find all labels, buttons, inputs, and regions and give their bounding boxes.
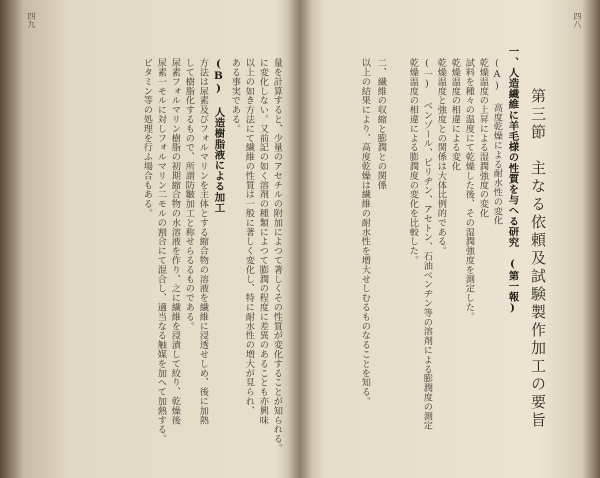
right-line-1: 一、人造繊維に羊毛様の性質を与へる研究 (第一報) [506,46,519,315]
right-line-5: 乾燥温度の相違による変化 [449,58,461,171]
left-page-number: 四九 [27,12,36,28]
left-line-6: 方法は尿素及びフォルマリンを主体とする縮合物の溶液を繊維に浸透せしめ、後に加熱 [197,58,209,425]
left-line-3: 以上の如き方法にて繊維の性質は一般に著しく変化し、特に耐水性の増大が見られ、 [243,58,255,416]
page-title: 第三節 主なる依頼及試験製作加工の要旨 [529,88,547,430]
book-gutter-shadow [288,0,312,478]
right-line-4: 試料を種々の温度にて乾燥した後、その湿潤強度を測定した。 [463,58,475,322]
right-line-6: 乾燥温度と強度との関係は大体比例的である。 [435,58,447,256]
left-line-1: 量を計算すると、少量のアセチルの附加によつて著しくその性質が変化することが知られる。 [271,58,283,453]
left-line-7: して樹脂化するもので、所謂防皺加工と称せらるるものである。 [183,58,195,331]
right-line-3: 乾燥温度の上昇による湿潤強度の変化 [477,58,489,218]
right-line-9: 二、繊維の収縮と膨潤との関係 [375,58,387,190]
left-line-10: ビタミン等の処理を行ふ場合もある。 [141,58,153,218]
right-page-number: 四八 [573,12,582,28]
left-line-4: ある事実である。 [229,58,241,134]
right-line-8: 乾燥温度の相違による膨潤度の変化を比較した。 [407,58,419,265]
right-line-7: (一) ベンゾール、ピリヂン、アセトン、石油ベンヂン等の溶剤による膨潤度の測定 [421,58,433,430]
left-line-8: 尿素フォルマリン樹脂の初期縮合物の水溶液を作り、之に繊維を浸漬して絞り、乾燥後 [169,58,181,425]
left-line-2: に変化しない。又前記の如く溶剤の種類によつて膨潤の程度に差異のあることも亦興味 [257,58,269,425]
right-line-10: 以上の結果により、高度乾燥は繊維の耐水性を増大せしむるものなることを知る。 [359,58,371,406]
left-line-5: (B) 人造樹脂液による加工 [212,58,225,213]
left-line-9: 尿素一モルに対しフォルマリン二モルの割合にて混合し、適当なる触媒を加へて加熱する。 [155,58,167,444]
right-line-2: (A) 高度乾燥による耐水性の変化 [491,58,503,225]
